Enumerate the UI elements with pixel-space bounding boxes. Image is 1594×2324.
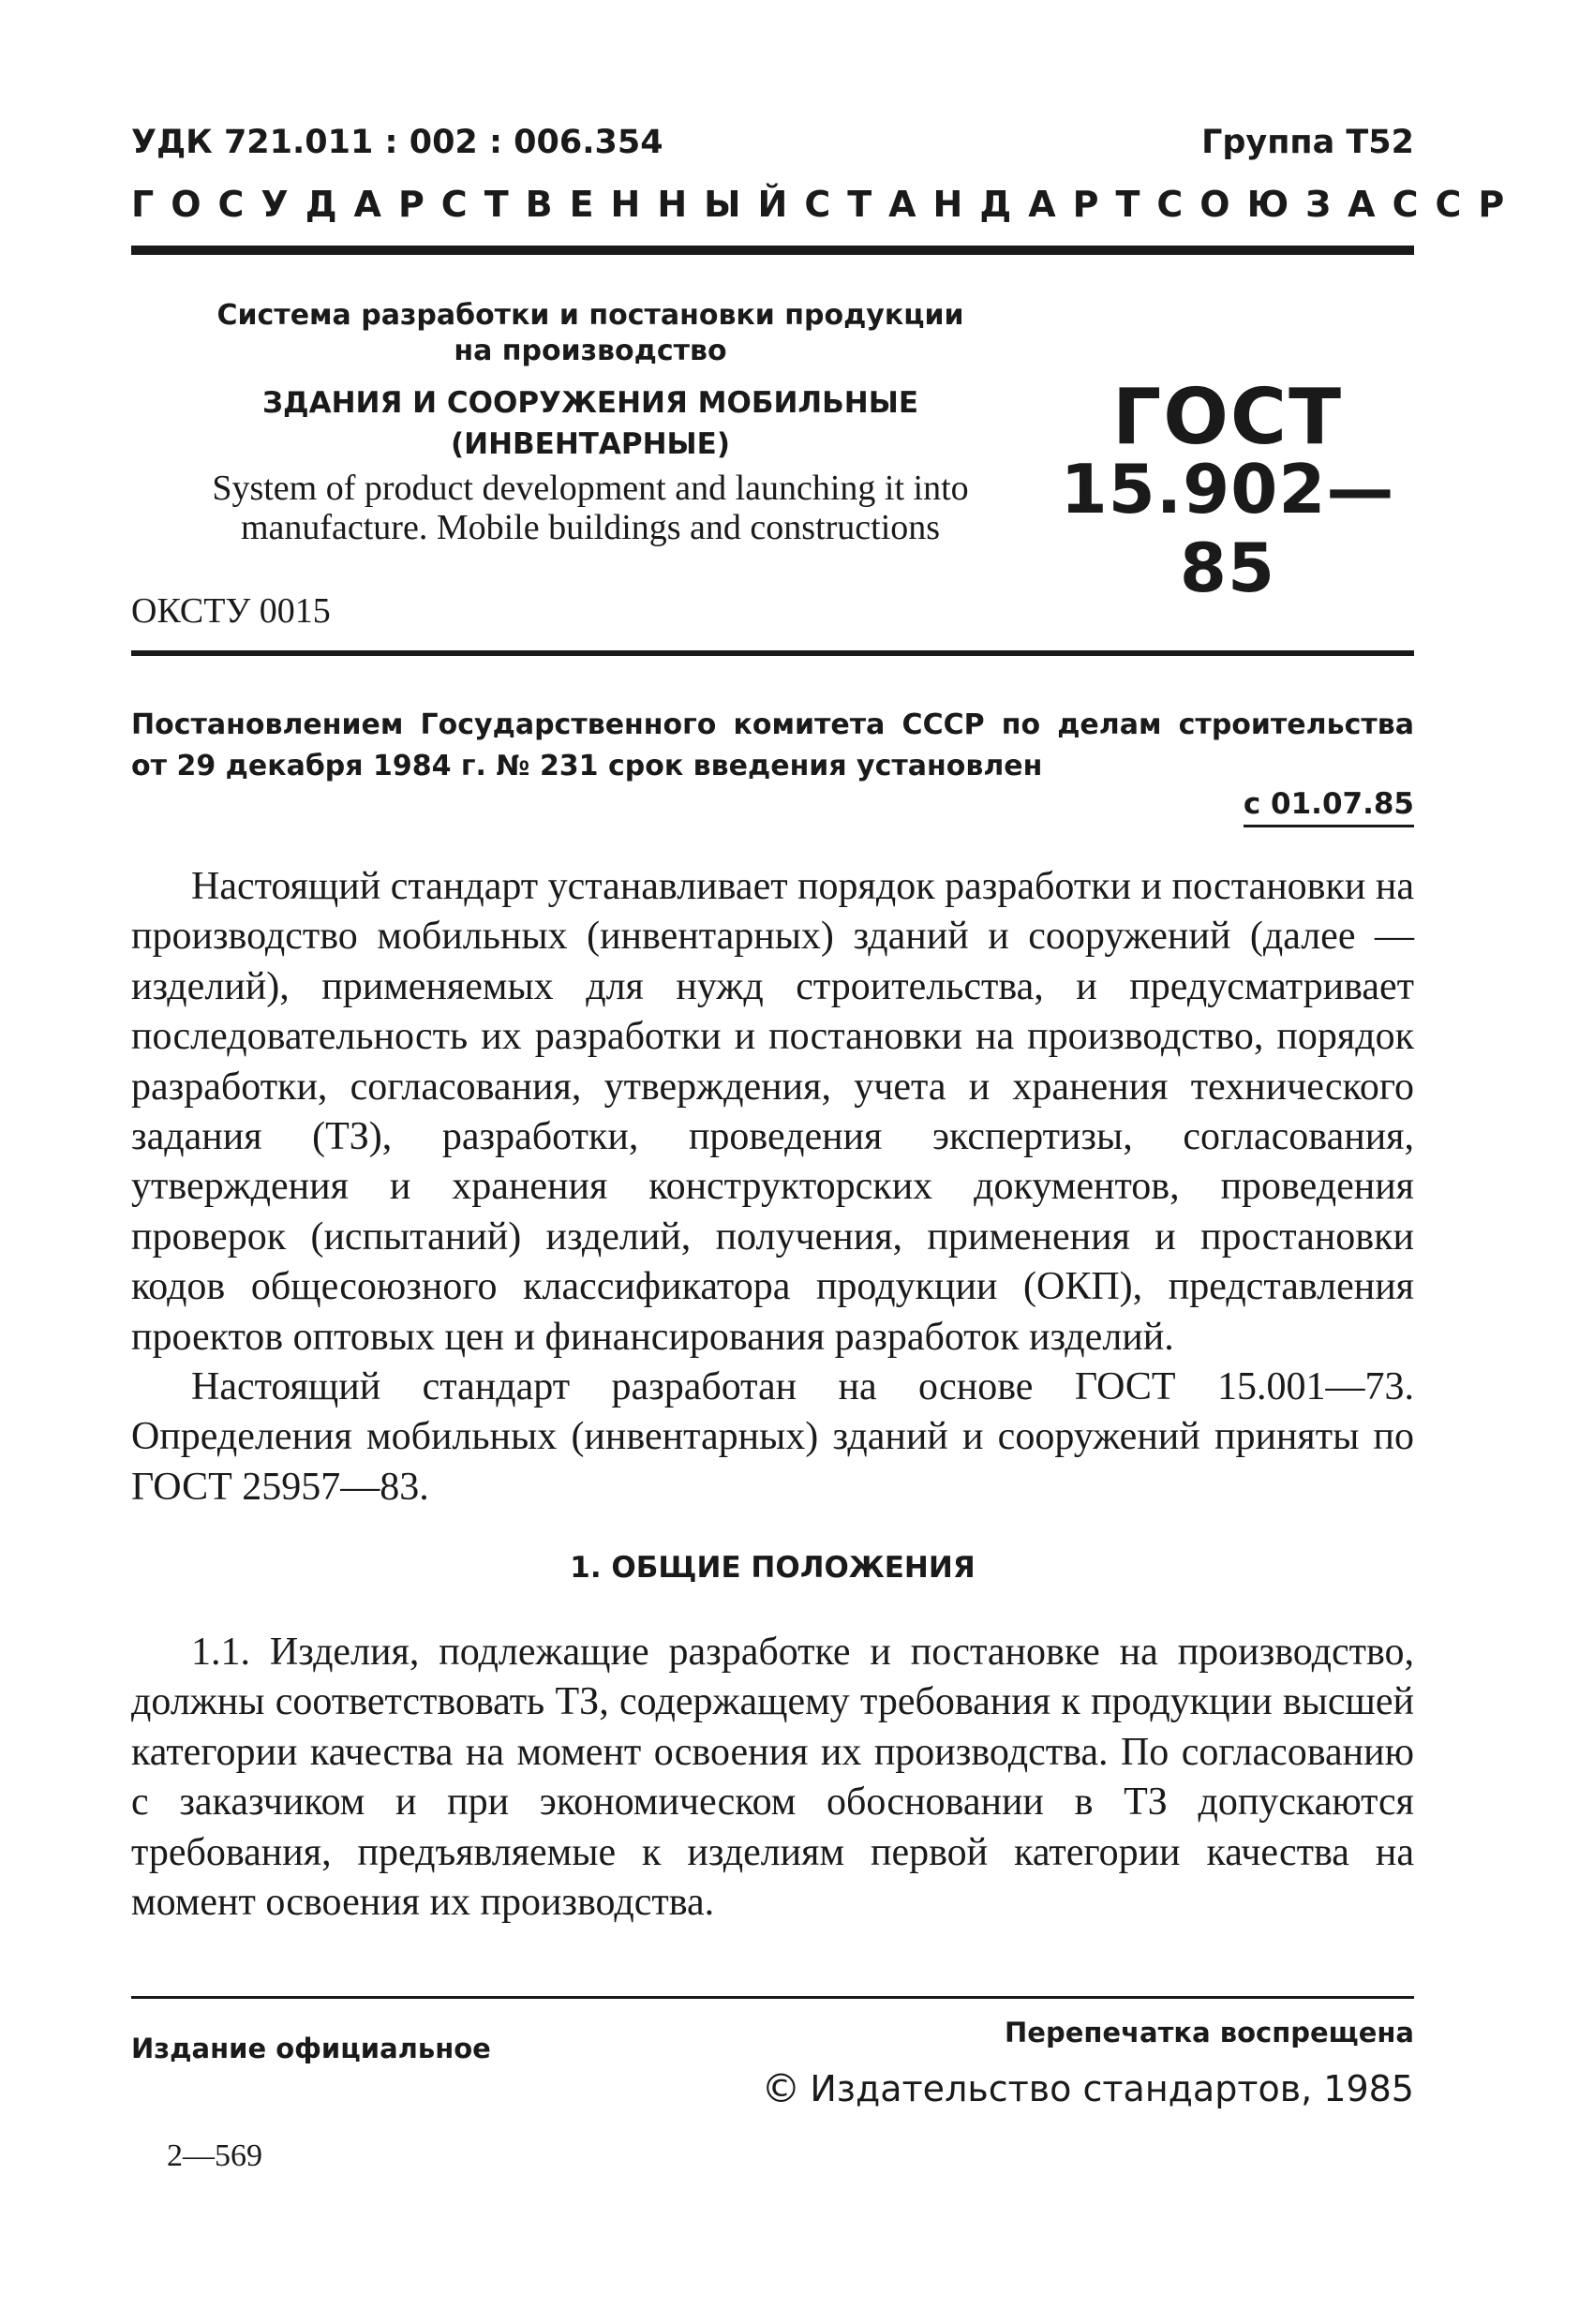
english-title-line: manufacture. Mobile buildings and constructions [240,508,941,547]
english-title [173,469,1007,547]
publisher-text: Издательство стандартов, 1985 [810,2067,1414,2109]
footer-rule [131,1996,1414,1999]
document-title-line: (ИНВЕНТАРНЫЕ) [450,427,731,461]
state-standard-heading [131,184,1522,225]
page-code: 2—569 [167,2138,262,2173]
state-standard-word: СОЮЗА [1156,184,1393,225]
state-standard-word: ССР [1392,184,1522,225]
copyright-icon: © [761,2065,801,2111]
english-title-line: System of product development and launching it into [212,469,969,508]
system-title [216,298,965,369]
state-standard-word: ГОСУДАРСТВЕННЫЙ [131,184,805,225]
state-standard-word: СТАНДАРТ [804,184,1157,225]
reprint-note: Перепечатка воспрещена [1005,2017,1414,2048]
paragraph: 1.1. Изделия, подлежащие разработке и постановке на производство, должны соответствовать ТЗ, содержащему требования к продукции высшей категории качества на момент освоения их производства. По согласованию с заказчиком и при экономическом обосновании в ТЗ допускаются требования, предъявляемые к изделиям первой категории качества на момент освоения их производства. [131,1631,1414,1925]
section-heading: 1. ОБЩИЕ ПОЛОЖЕНИЯ [570,1551,976,1585]
system-title-line: Система разработки и постановки продукции [216,299,964,332]
decree-text: Постановлением Государственного комитета СССР по делам строительства от 29 декабря 1984 г. № 231 срок введения установлен [131,708,1414,782]
body-intro [131,862,1414,1512]
edition-note: Издание официальное [131,2033,491,2064]
document-title-line: ЗДАНИЯ И СООРУЖЕНИЯ МОБИЛЬНЫЕ [261,386,919,420]
gost-label: ГОСТ [1111,373,1344,462]
paragraph: Настоящий стандарт устанавливает порядок разработки и постановки на производство мобильных (инвентарных) зданий и сооружений (далее — изделий), применяемых для нужд строительства, и предусматривает последовательность их разработки и постановки на производство, порядок разработки, согласования, утверждения, учета и хранения технического задания (ТЗ), разработки, проведения экспертизы, согласования, утверждения и хранения конструкторских документов, проведения проверок (испытаний) изделий, получения, применения и простановки кодов общесоюзного классификатора продукции (ОКП), представления проектов оптовых цен и финансирования разработок изделий. [131,865,1415,1359]
introduction-date [1244,787,1414,827]
paragraph: Настоящий стандарт разработан на основе ГОСТ 15.001—73. Определения мобильных (инвентарных) зданий и сооружений приняты по ГОСТ 25957—83. [131,1365,1414,1509]
udk-code: УДК 721.011 : 002 : 006.354 [131,124,663,161]
title-block-rule [131,650,1414,656]
gost-number: 15.902—85 [1060,450,1395,607]
document-title [216,382,965,465]
introduction-date-value: с 01.07.85 [1243,787,1414,821]
okstu-code: ОКСТУ 0015 [131,591,331,631]
body-section-1 [131,1628,1414,1928]
publisher-line [761,2065,1414,2111]
date-underline [1244,825,1414,827]
group-code: Группа Т52 [1201,124,1414,161]
system-title-line: на производство [454,335,727,367]
header-rule [131,246,1414,255]
